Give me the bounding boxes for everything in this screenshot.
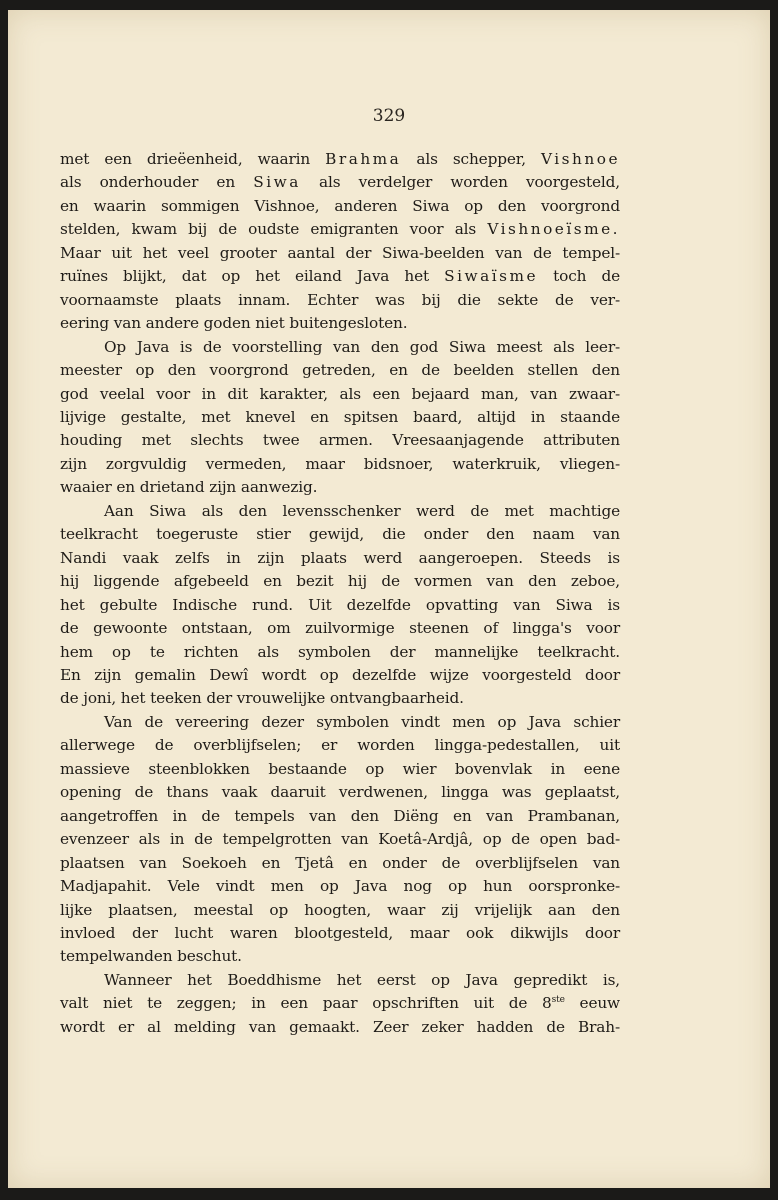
body-text	[60, 148, 620, 1039]
spaced-emphasis: Siwaïsme	[444, 267, 539, 286]
text-line: tempelwanden beschut.	[60, 947, 242, 966]
paragraph	[60, 500, 620, 711]
text-line: invloed der lucht waren blootgesteld, maar ook dikwijls door	[60, 923, 620, 942]
spaced-emphasis: Siwa	[253, 173, 301, 192]
text-line: houding met slechts twee armen. Vreesaanjagende attributen	[60, 431, 620, 450]
text-line: lijvige gestalte, met knevel en spitsen baard, altijd in staande	[60, 407, 620, 426]
text-line: stelden, kwam bij de oudste emigranten voor als Vishnoeïsme.	[60, 220, 620, 239]
book-page	[8, 10, 770, 1188]
text-line: teelkracht toegeruste stier gewijd, die onder den naam van	[60, 525, 620, 544]
text-line: wordt er al melding van gemaakt. Zeer zeker hadden de Brah-	[60, 1017, 620, 1036]
text-line: evenzeer als in de tempelgrotten van Koetâ-Ardjâ, op de open bad-	[60, 830, 620, 849]
text-line: En zijn gemalin Dewî wordt op dezelfde wijze voorgesteld door	[60, 665, 620, 684]
text-line: plaatsen van Soekoeh en Tjetâ en onder de overblijfselen van	[60, 853, 620, 872]
paragraph	[60, 711, 620, 969]
text-line: waaier en drietand zijn aanwezig.	[60, 478, 318, 497]
text-line: Wanneer het Boeddhisme het eerst op Java gepredikt is,	[104, 970, 620, 989]
paragraph	[60, 969, 620, 1039]
text-line: Madjapahit. Vele vindt men op Java nog op hun oorspronke-	[60, 877, 620, 896]
text-line: meester op den voorgrond getreden, en de beelden stellen den	[60, 361, 620, 380]
text-line: aangetroffen in de tempels van den Diëng en van Prambanan,	[60, 806, 620, 825]
text-line: opening de thans vaak daaruit verdwenen, lingga was geplaatst,	[60, 783, 620, 802]
text-line: massieve steenblokken bestaande op wier bovenvlak in eene	[60, 759, 620, 778]
text-line: zijn zorgvuldig vermeden, maar bidsnoer, waterkruik, vliegen-	[60, 454, 620, 473]
spaced-emphasis: Vishnoeïsme.	[487, 220, 620, 239]
paragraph	[60, 336, 620, 500]
spaced-emphasis: Vishnoe	[541, 150, 621, 168]
text-line: eering van andere goden niet buitengesloten.	[60, 314, 408, 333]
text-line: god veelal voor in dit karakter, als een bejaard man, van zwaar-	[60, 384, 620, 403]
text-line: Nandi vaak zelfs in zijn plaats werd aangeroepen. Steeds is	[60, 548, 620, 567]
text-line: hem op te richten als symbolen der mannelijke teelkracht.	[60, 642, 620, 661]
text-line: valt niet te zeggen; in een paar opschriften uit de 8ste eeuw	[60, 994, 621, 1013]
text-line: de joni, het teeken der vrouwelijke ontvangbaarheid.	[60, 689, 464, 708]
text-line: Op Java is de voorstelling van den god Siwa meest als leer-	[104, 337, 620, 356]
text-line: Maar uit het veel grooter aantal der Siwa-beelden van de tempel-	[60, 243, 620, 262]
text-line: ruïnes blijkt, dat op het eiland Java het Siwaïsme toch de	[60, 267, 620, 286]
text-line: Aan Siwa als den levensschenker werd de met machtige	[104, 501, 620, 520]
text-line: de gewoonte ontstaan, om zuilvormige steenen of lingga's voor	[60, 619, 620, 638]
paragraph	[60, 148, 620, 336]
text-line: lijke plaatsen, meestal op hoogten, waar zij vrijelijk aan den	[60, 900, 620, 919]
text-line: met een drieëenheid, waarin Brahma als schepper, Vishnoe	[60, 150, 621, 168]
text-line: het gebulte Indische rund. Uit dezelfde opvatting van Siwa is	[60, 595, 620, 614]
superscript: ste	[551, 995, 565, 1006]
text-line: als onderhouder en Siwa als verdelger worden voorgesteld,	[60, 173, 620, 192]
text-line: en waarin sommigen Vishnoe, anderen Siwa op den voorgrond	[60, 196, 620, 215]
text-line: Van de vereering dezer symbolen vindt men op Java schier	[104, 712, 620, 731]
text-line: voornaamste plaats innam. Echter was bij die sekte de ver-	[60, 290, 620, 309]
page-number: 329	[372, 106, 406, 126]
text-line: hij liggende afgebeeld en bezit hij de vormen van den zeboe,	[60, 572, 620, 591]
spaced-emphasis: Brahma	[325, 150, 402, 168]
text-line: allerwege de overblijfselen; er worden lingga-pedestallen, uit	[60, 736, 620, 755]
